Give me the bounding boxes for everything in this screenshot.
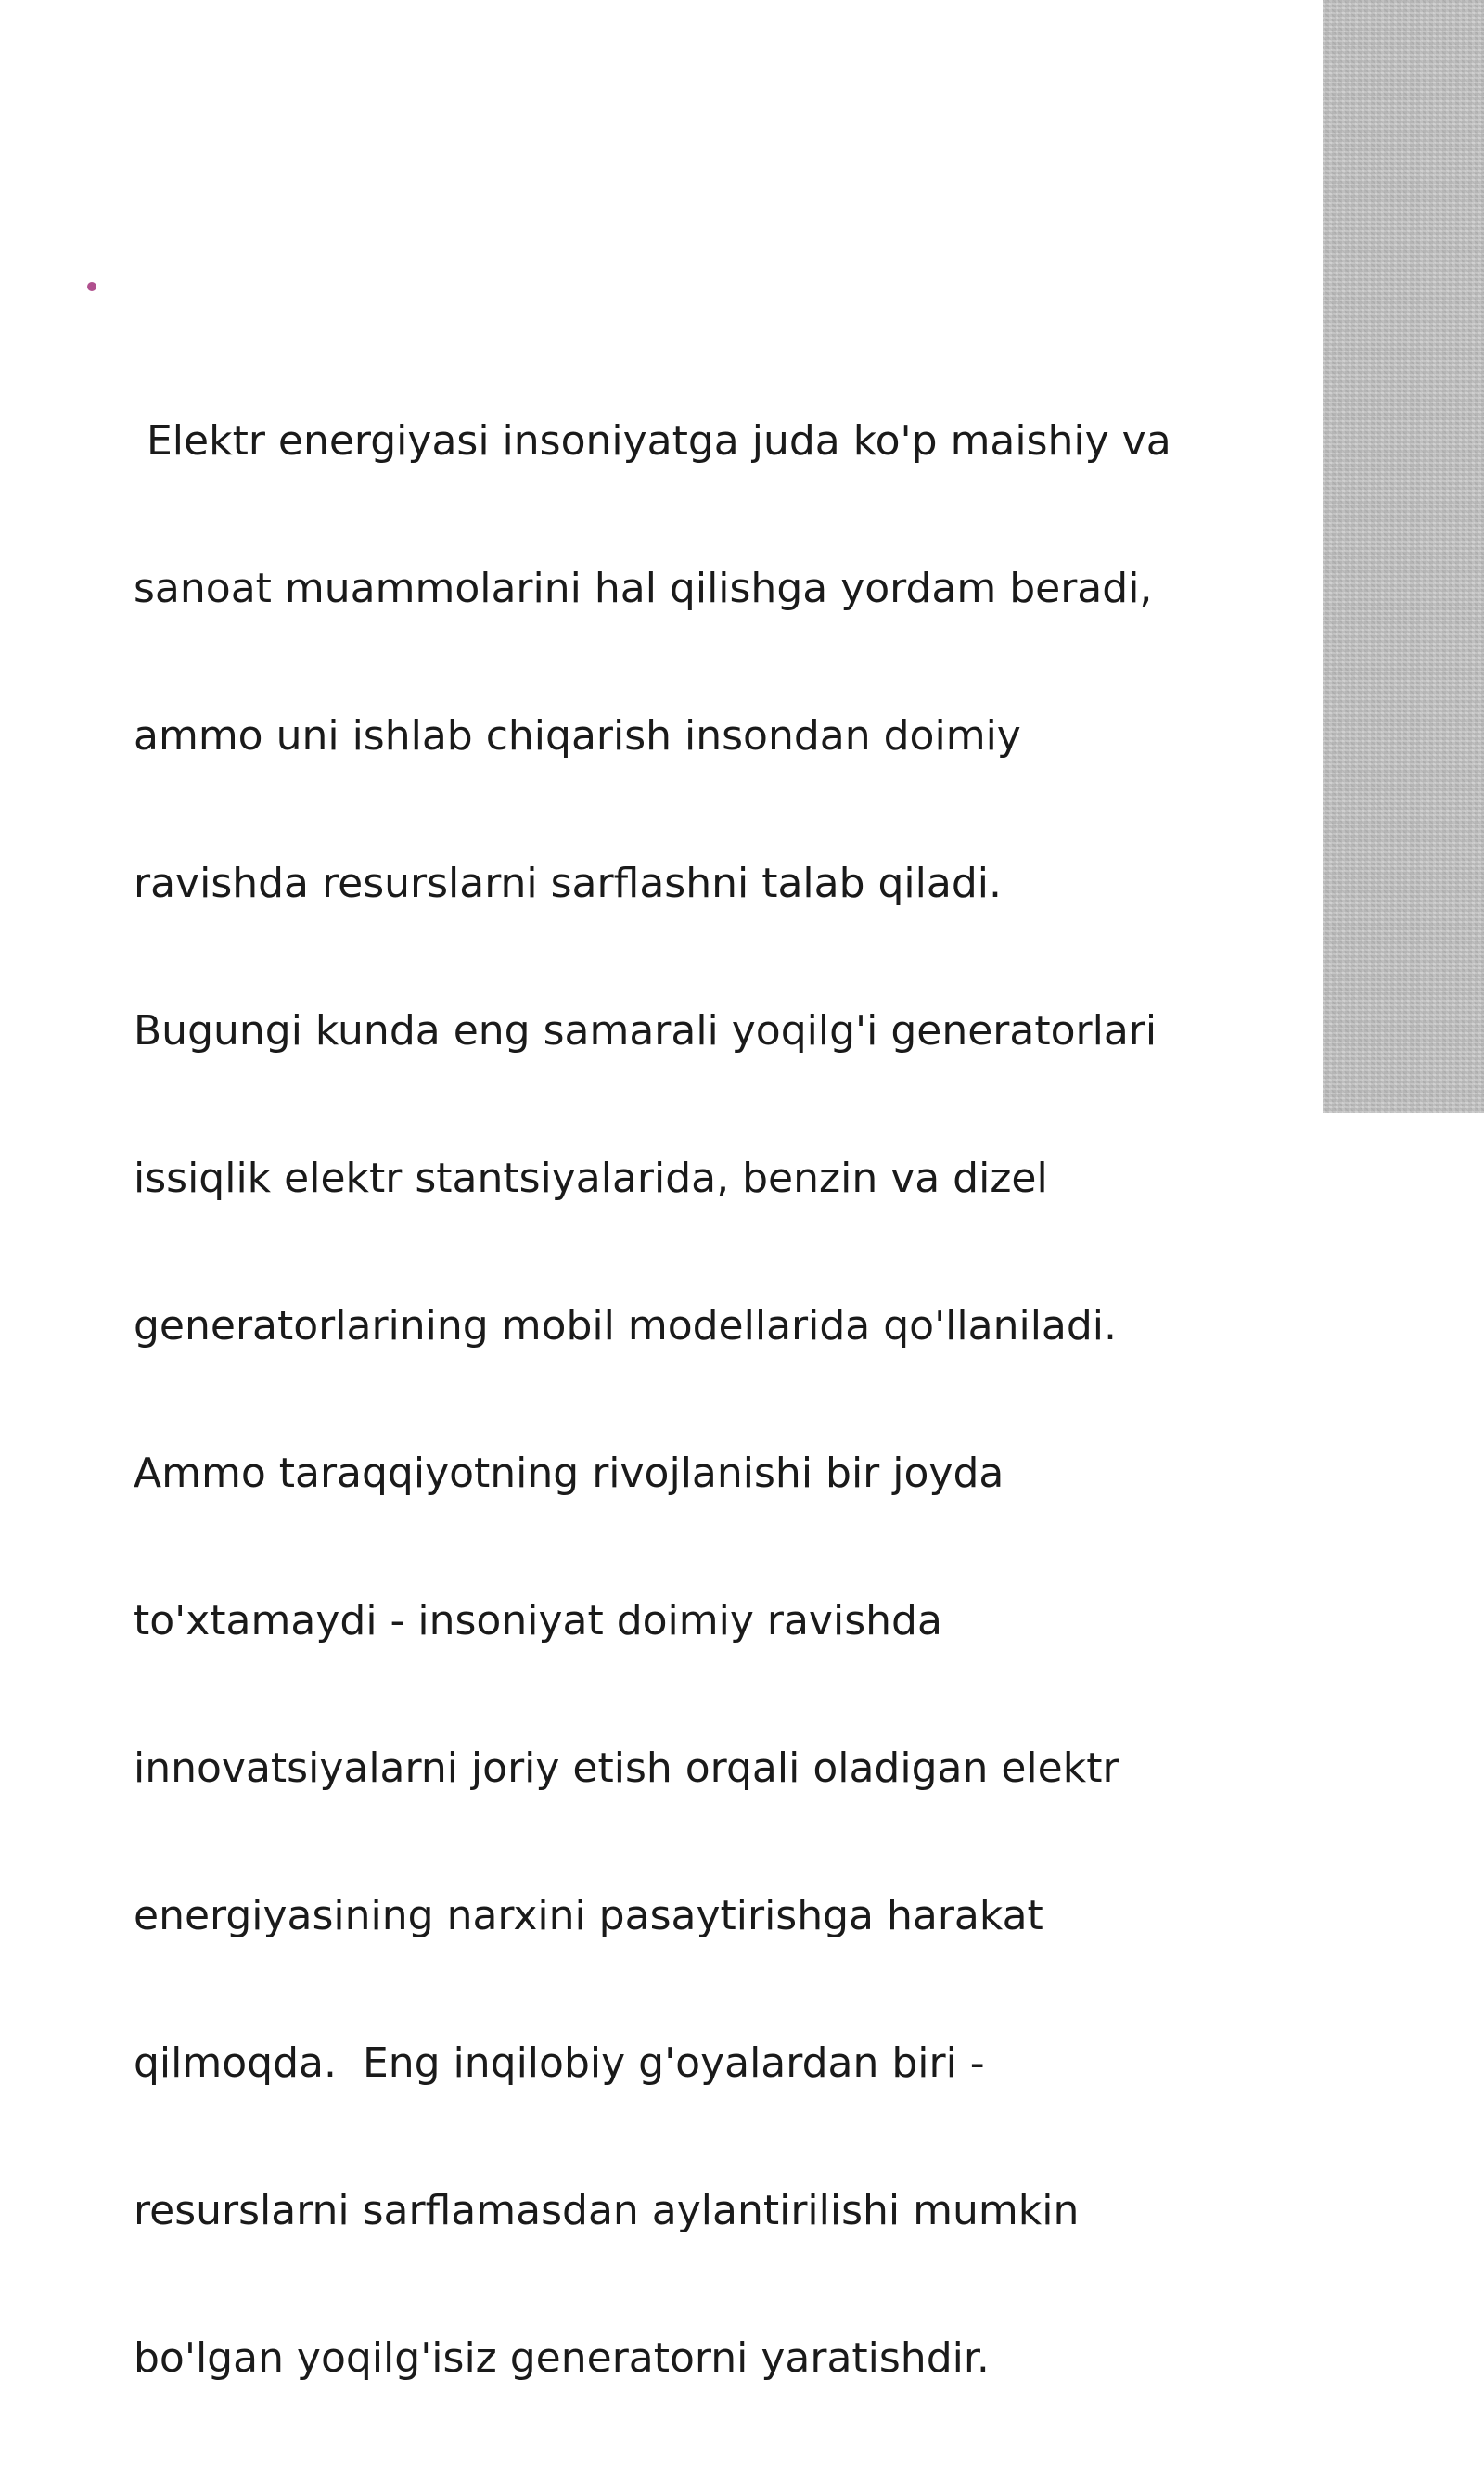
paragraph-line: issiqlik elektr stantsiyalarida, benzin va dizel: [134, 1155, 1048, 1202]
paragraph-line: sanoat muammolarini hal qilishga yordam beradi,: [134, 565, 1153, 612]
bullet-item: [134, 269, 1228, 2481]
paragraph-line: ravishda resurslarni sarflashni talab qiladi.: [134, 860, 1002, 907]
paragraph-line: Elektr energiyasi insoniyatga juda ko'p maishiy va: [134, 417, 1171, 465]
paragraph-line: resurslarni sarflamasdan aylantirilishi mumkin: [134, 2187, 1080, 2234]
paragraph-line: Bugungi kunda eng samarali yoqilg'i generatorlari: [134, 1007, 1158, 1055]
paragraph-line: generatorlarining mobil modellarida qo'llaniladi.: [134, 1302, 1118, 1349]
paragraph-line: energiyasining narxini pasaytirishga harakat: [134, 1892, 1043, 1939]
paragraph-line: innovatsiyalarni joriy etish orqali oladigan elektr: [134, 1745, 1119, 1792]
paragraph-line: qilmoqda. Eng inqilobiy g'oyalardan biri -: [134, 2040, 985, 2087]
paragraph-line: ammo uni ishlab chiqarish insondan doimiy: [134, 712, 1021, 760]
paragraph-line: to'xtamaydi - insoniyat doimiy ravishda: [134, 1597, 942, 1644]
bullet-dot-icon: [87, 282, 96, 291]
paragraph-line: bo'lgan yoqilg'isiz generatorni yaratishdir.: [134, 2334, 990, 2382]
decorative-side-band: [1323, 0, 1484, 1113]
paragraph-line: Ammo taraqqiyotning rivojlanishi bir joyda: [134, 1450, 1004, 1497]
slide-body: [134, 269, 1228, 2481]
